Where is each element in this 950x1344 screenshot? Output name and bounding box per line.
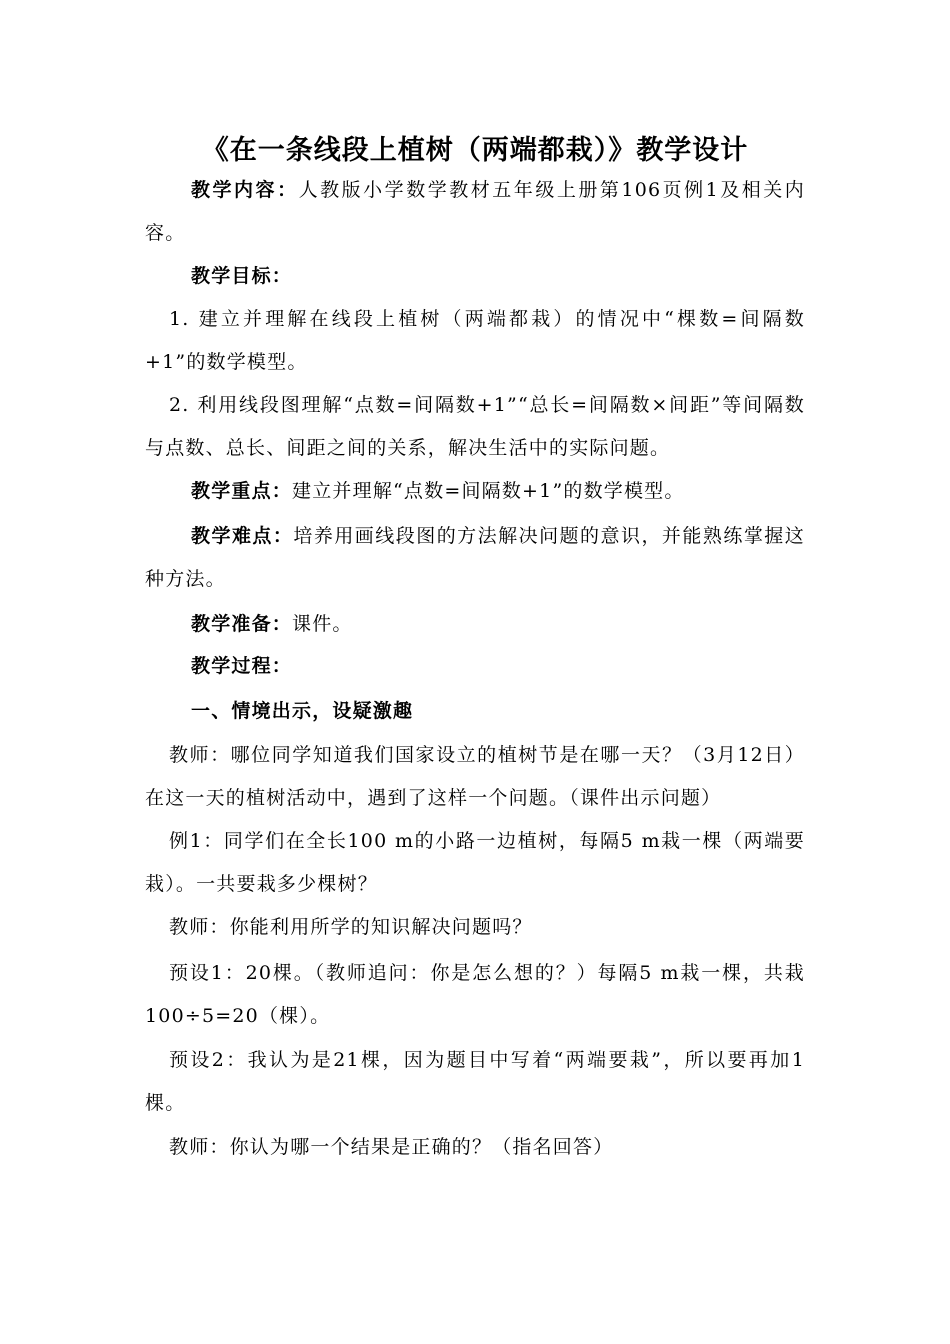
key-point-text: 建立并理解“点数=间隔数+1”的数学模型。 <box>292 480 685 502</box>
dialogue-paragraph-6: 教师：你认为哪一个结果是正确的？（指名回答） <box>169 1136 614 1158</box>
preparation-text: 课件。 <box>292 613 353 635</box>
preparation-label: 教学准备： <box>191 613 293 635</box>
document-title: 《在一条线段上植树（两端都栽）》教学设计 <box>201 135 749 166</box>
dialogue-paragraph-1: 教师：哪位同学知道我们国家设立的植树节是在哪一天？（3月12日）在这一天的植树活动中，遇到了这样一个问题。（课件出示问题） <box>145 744 805 809</box>
key-point-label: 教学重点： <box>191 480 293 502</box>
teaching-preparation <box>145 603 805 646</box>
teaching-objectives-label: 教学目标： <box>191 265 293 287</box>
objective-item-1: 1. 建立并理解在线段上植树（两端都栽）的情况中“棵数=间隔数+1”的数学模型。 <box>145 308 805 373</box>
teaching-content-text: 人教版小学数学教材五年级上册第106页例1及相关内容。 <box>145 179 805 244</box>
dialogue-paragraph-4: 预设1：20棵。（教师追问：你是怎么想的？）每隔5 m栽一棵，共栽100÷5=20（棵）。 <box>145 962 805 1027</box>
difficulty-text: 培养用画线段图的方法解决问题的意识，并能熟练掌握这种方法。 <box>145 525 805 590</box>
teaching-process-label: 教学过程： <box>191 655 293 677</box>
teaching-content <box>145 169 805 255</box>
section-heading-1: 一、情境出示，设疑激趣 <box>191 700 414 722</box>
dialogue-paragraph-5: 预设2：我认为是21棵，因为题目中写着“两端要栽”，所以要再加1棵。 <box>145 1049 805 1114</box>
teaching-content-label: 教学内容： <box>191 179 299 201</box>
dialogue-paragraph-2: 例1：同学们在全长100 m的小路一边植树，每隔5 m栽一棵（两端要栽）。一共要栽多少棵树？ <box>145 830 805 895</box>
dialogue-paragraph-3: 教师：你能利用所学的知识解决问题吗？ <box>169 916 533 938</box>
difficulty-label: 教学难点： <box>191 525 294 547</box>
teaching-key-point <box>145 470 805 513</box>
objective-item-2: 2. 利用线段图理解“点数=间隔数+1”“总长=间隔数×间距”等间隔数与点数、总长、间距之间的关系，解决生活中的实际问题。 <box>145 394 805 459</box>
teaching-difficulty <box>145 515 805 601</box>
